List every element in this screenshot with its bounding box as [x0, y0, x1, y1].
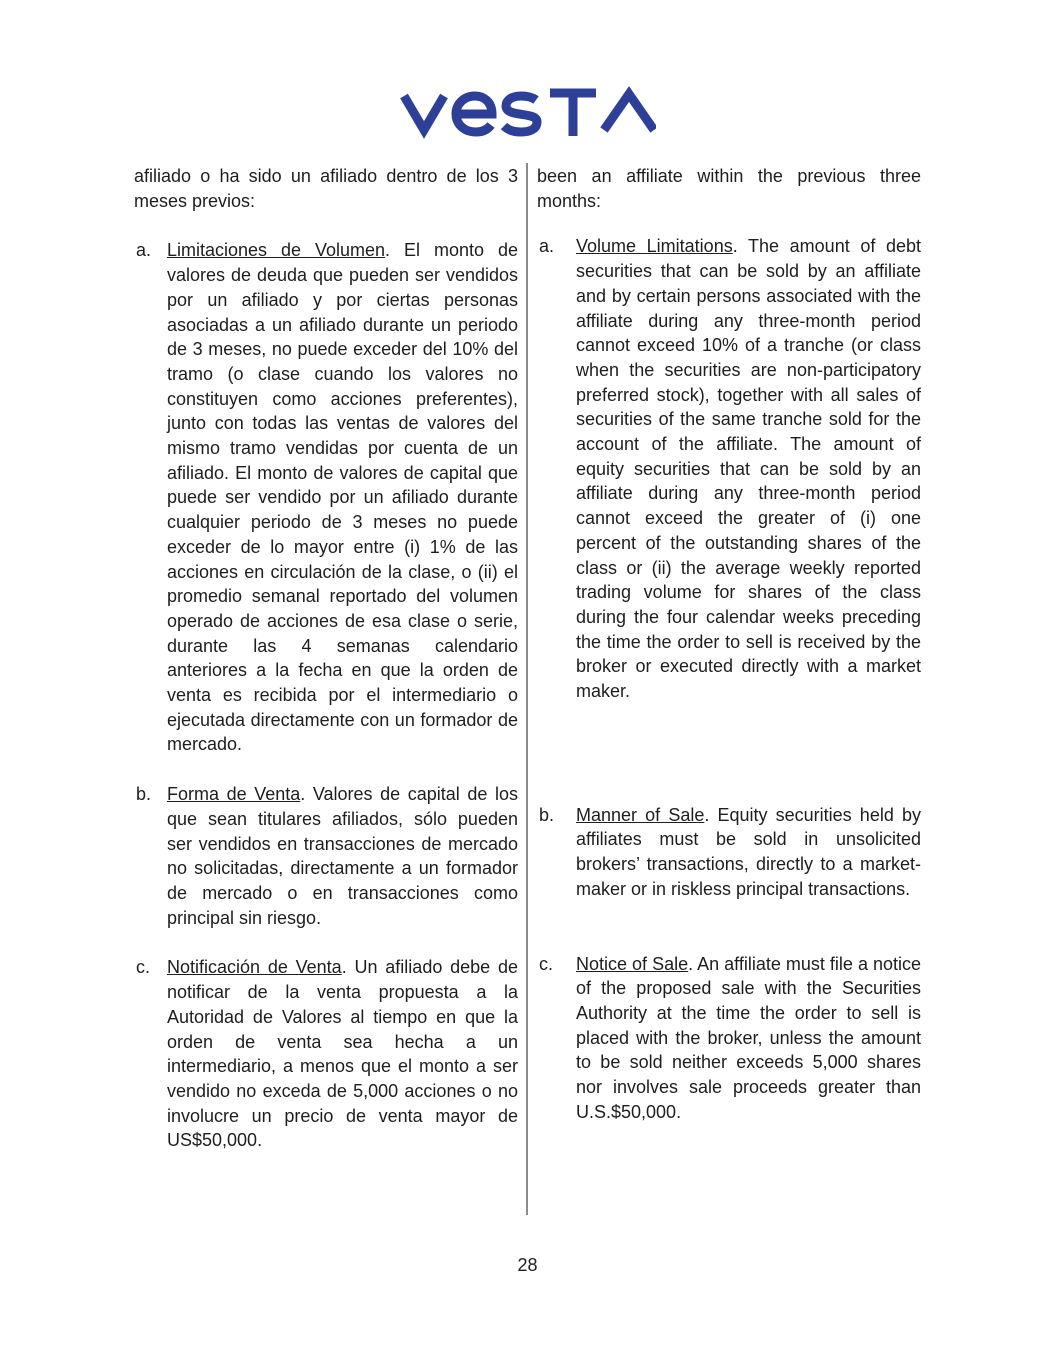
list-item-manner-of-sale — [537, 803, 921, 902]
list-item-notice-of-sale — [537, 952, 921, 1125]
list-item-notice-of-sale — [134, 955, 518, 1153]
column-divider — [526, 163, 528, 1215]
list-marker: b. — [136, 784, 152, 805]
intro-text: been an affiliate within the previous three months: — [537, 166, 921, 211]
item-heading: Manner of Sale — [576, 804, 705, 825]
item-heading: Volume Limitations — [576, 236, 733, 257]
item-heading: Limitaciones de Volumen — [167, 240, 386, 261]
item-body: . Valores de capital de los que sean titulares afiliados, sólo pueden ser vendidos en transacciones de mercado no solicitadas, directamente a un formador de mercado o en transacciones como principal sin riesgo. — [167, 784, 518, 928]
item-heading: Forma de Venta — [167, 784, 301, 805]
spanish-column — [134, 164, 518, 1153]
page-number: 28 — [517, 1255, 538, 1275]
item-body: . Equity securities held by affiliates must be sold in unsolicited brokers’ transactions, directly to a market-maker or in riskless principal transactions. — [576, 804, 921, 899]
item-body: . The amount of debt securities that can be sold by an affiliate and by certain persons associated with the affiliate during any three-month period cannot exceed 10% of a tranche (or class when the securities are non-participatory preferred stock), together with all sales of securities of the same tranche sold for the account of the affiliate. The amount of equity securities that can be sold by an affiliate during any three-month period cannot exceed the greater of (i) one percent of the outstanding shares of the class or (ii) the average weekly reported trading volume for shares of the class during the four calendar weeks preceding the time the order to sell is received by the broker or executed directly with a market maker. — [576, 236, 922, 702]
item-body: . Un afiliado debe de notificar de la venta propuesta a la Autoridad de Valores al tiempo en que la orden de venta sea hecha a un intermediario, a menos que el monto a ser vendido no exceda de 5,000 acciones o no involucre un precio de venta mayor de US$50,000. — [167, 957, 518, 1151]
item-body: . An affiliate must file a notice of the proposed sale with the Securities Authority at the time the order to sell is placed with the broker, unless the amount to be sold neither exceeds 5,000 shares nor involves sale proceeds greater than U.S.$50,000. — [576, 953, 922, 1122]
logo-letter-v — [404, 96, 444, 130]
item-heading: Notificación de Venta — [167, 957, 342, 978]
list-item-manner-of-sale — [134, 782, 518, 930]
intro-text: afiliado o ha sido un afiliado dentro de los 3 meses previos: — [134, 166, 518, 211]
logo-caret — [604, 94, 654, 130]
list-marker: c. — [539, 953, 554, 974]
item-heading: Notice of Sale — [576, 953, 689, 974]
item-body: . El monto de valores de deuda que pueden ser vendidos por un afiliado y por ciertas personas asociadas a un afiliado durante un periodo de 3 meses, no puede exceder del 10% del tramo (o clase cuando los valores no constituyen como acciones preferentes), junto con todas las ventas de valores del mismo tramo vendidas por cuenta de un afiliado. El monto de valores de capital que puede ser vendido por un afiliado durante cualquier periodo de 3 meses no puede exceder de lo mayor entre (i) 1% de las acciones en circulación de la clase, o (ii) el promedio semanal reportado del volumen operado de acciones de esa clase o serie, durante las 4 semanas calendario anteriores a la fecha en que la orden de venta es recibida por el intermediario o ejecutada directamente con un formador de mercado. — [167, 240, 518, 755]
logo-letter-t — [550, 93, 596, 136]
list-marker: a. — [539, 236, 555, 257]
logo-letter-s — [504, 96, 537, 132]
list-marker: c. — [136, 957, 151, 978]
english-column — [537, 164, 921, 1125]
vesta-logo — [400, 84, 656, 140]
logo-letter-e — [456, 96, 492, 132]
list-marker: a. — [136, 240, 152, 261]
list-marker: b. — [539, 804, 555, 825]
list-item-volume-limitations — [537, 234, 921, 703]
list-item-volume-limitations — [134, 238, 518, 757]
